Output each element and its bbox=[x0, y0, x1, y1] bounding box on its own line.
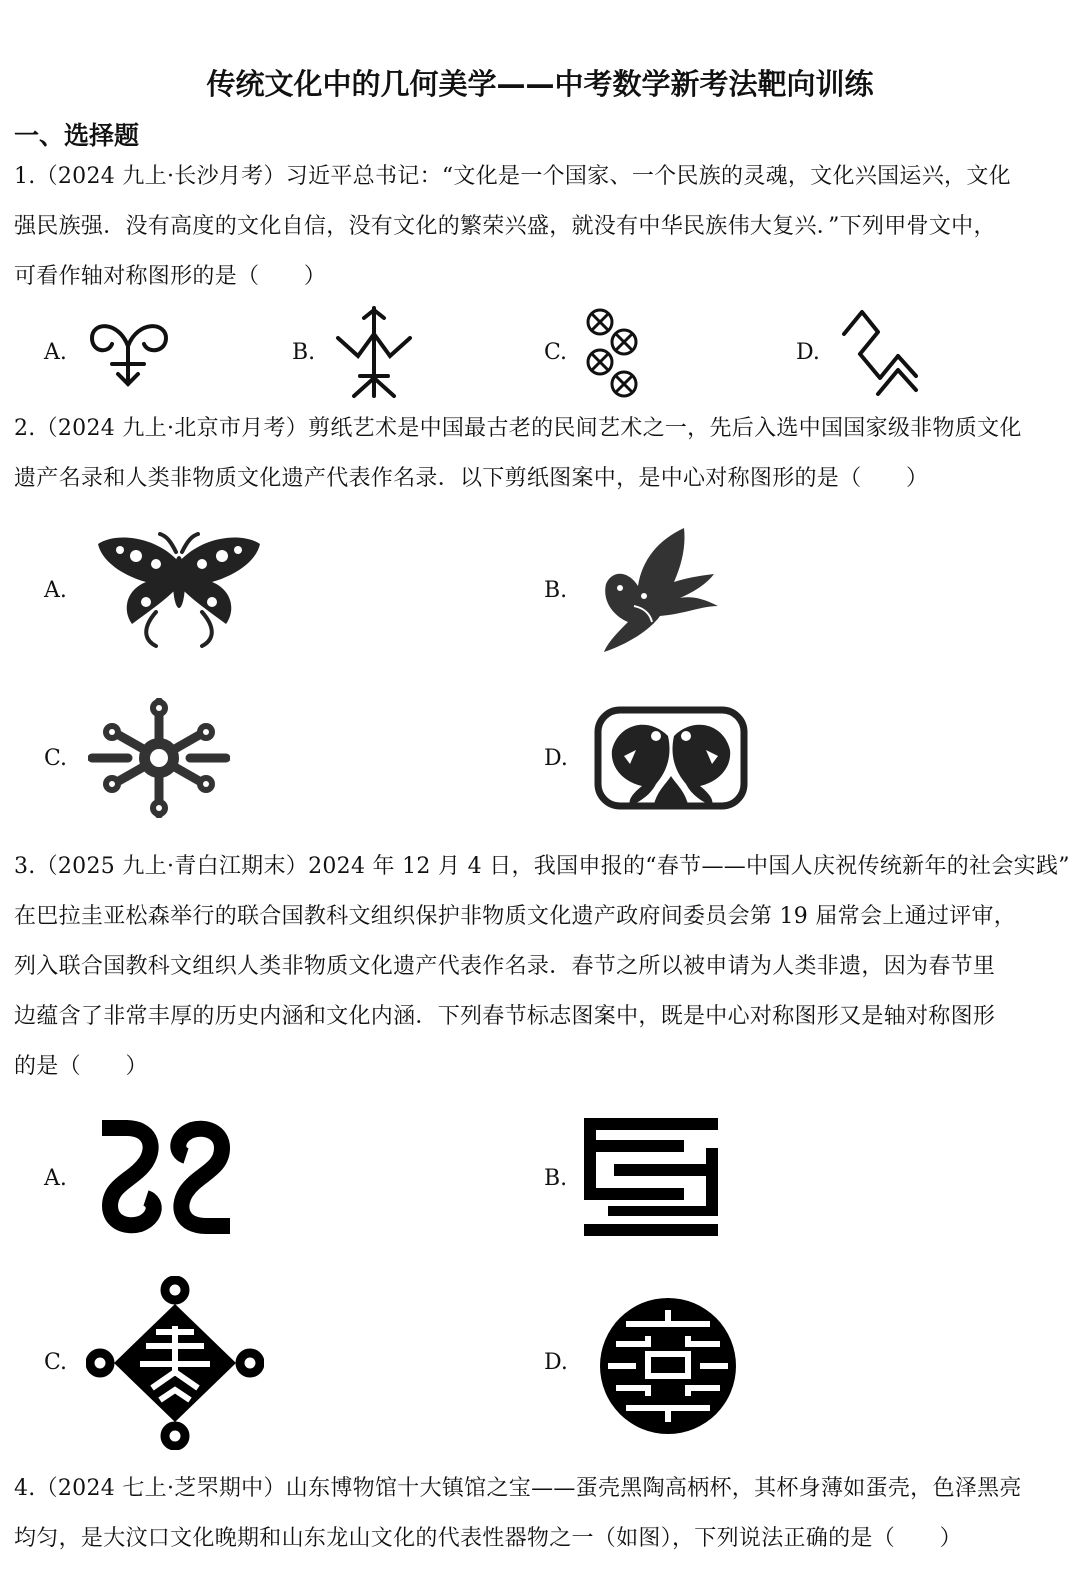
q1-oracle-glyph-c[interactable] bbox=[582, 304, 642, 400]
question-2-text bbox=[14, 404, 1060, 504]
question-1-line: 强民族强．没有高度的文化自信，没有文化的繁荣兴盛，就没有中华民族伟大复兴．”下列甲骨文中， bbox=[14, 214, 996, 239]
q2-option-a-label[interactable]: A. bbox=[44, 578, 67, 603]
question-3-line: 3.（2025 九上·青白江期末）2024 年 12 月 4 日，我国申报的“春节——中国人庆祝传统新年的社会实践” bbox=[14, 854, 1070, 879]
q1-option-a-label[interactable]: A. bbox=[44, 340, 67, 365]
q1-option-d-label[interactable]: D. bbox=[796, 340, 820, 365]
question-2-line: 2.（2024 九上·北京市月考）剪纸艺术是中国最古老的民间艺术之一，先后入选中国国家级非物质文化 bbox=[14, 416, 1022, 441]
q3-logo-knot-diamond[interactable] bbox=[86, 1276, 264, 1450]
q1-oracle-glyph-a[interactable] bbox=[86, 316, 172, 390]
q3-logo-scroll[interactable] bbox=[96, 1118, 236, 1236]
question-2-line: 遗产名录和人类非物质文化遗产代表作名录．以下剪纸图案中，是中心对称图形的是（ ） bbox=[14, 466, 929, 491]
q2-papercut-snowflake[interactable] bbox=[88, 698, 230, 818]
q3-option-d-label[interactable]: D. bbox=[544, 1350, 568, 1375]
q3-option-a-label[interactable]: A. bbox=[44, 1166, 67, 1191]
q2-papercut-butterfly[interactable] bbox=[96, 532, 262, 650]
question-3-line: 在巴拉圭亚松森举行的联合国教科文组织保护非物质文化遗产政府间委员会第 19 届常会上通过评审， bbox=[14, 904, 1017, 929]
q1-oracle-glyph-d[interactable] bbox=[838, 306, 922, 398]
question-3-line: 边蕴含了非常丰厚的历史内涵和文化内涵．下列春节标志图案中，既是中心对称图形又是轴对称图形 bbox=[14, 1004, 996, 1029]
q2-option-d-label[interactable]: D. bbox=[544, 746, 568, 771]
q2-option-c-label[interactable]: C. bbox=[44, 746, 68, 771]
question-1-line: 可看作轴对称图形的是（ ） bbox=[14, 264, 327, 289]
question-1-line: 1.（2024 九上·长沙月考）习近平总书记：“文化是一个国家、一个民族的灵魂，文化兴国运兴，文化 bbox=[14, 164, 1011, 189]
q1-option-b-label[interactable]: B. bbox=[292, 340, 316, 365]
question-3-text bbox=[14, 842, 1070, 1092]
question-3-line: 列入联合国教科文组织人类非物质文化遗产代表作名录．春节之所以被申请为人类非遗，因为春节里 bbox=[14, 954, 996, 979]
question-1-text bbox=[14, 152, 1060, 302]
question-4-line: 4.（2024 七上·芝罘期中）山东博物馆十大镇馆之宝——蛋壳黑陶高柄杯，其杯身薄如蛋壳，色泽黑亮 bbox=[14, 1476, 1022, 1501]
q3-option-c-label[interactable]: C. bbox=[44, 1350, 68, 1375]
question-3-line: 的是（ ） bbox=[14, 1054, 148, 1079]
q2-papercut-swallows[interactable] bbox=[598, 526, 720, 654]
question-4-text bbox=[14, 1464, 1060, 1564]
q1-oracle-glyph-b[interactable] bbox=[334, 304, 414, 400]
q1-option-c-label[interactable]: C. bbox=[544, 340, 568, 365]
q3-option-b-label[interactable]: B. bbox=[544, 1166, 568, 1191]
q3-logo-rectangles[interactable] bbox=[584, 1118, 718, 1236]
q2-option-b-label[interactable]: B. bbox=[544, 578, 568, 603]
question-4-line: 均匀，是大汶口文化晚期和山东龙山文化的代表性器物之一（如图），下列说法正确的是（ ） bbox=[14, 1526, 962, 1551]
q2-papercut-fish[interactable] bbox=[594, 706, 748, 810]
page-title: 传统文化中的几何美学——中考数学新考法靶向训练 bbox=[206, 67, 874, 101]
q3-logo-circle-shou[interactable] bbox=[596, 1296, 740, 1436]
section-heading: 一、选择题 bbox=[14, 121, 140, 150]
